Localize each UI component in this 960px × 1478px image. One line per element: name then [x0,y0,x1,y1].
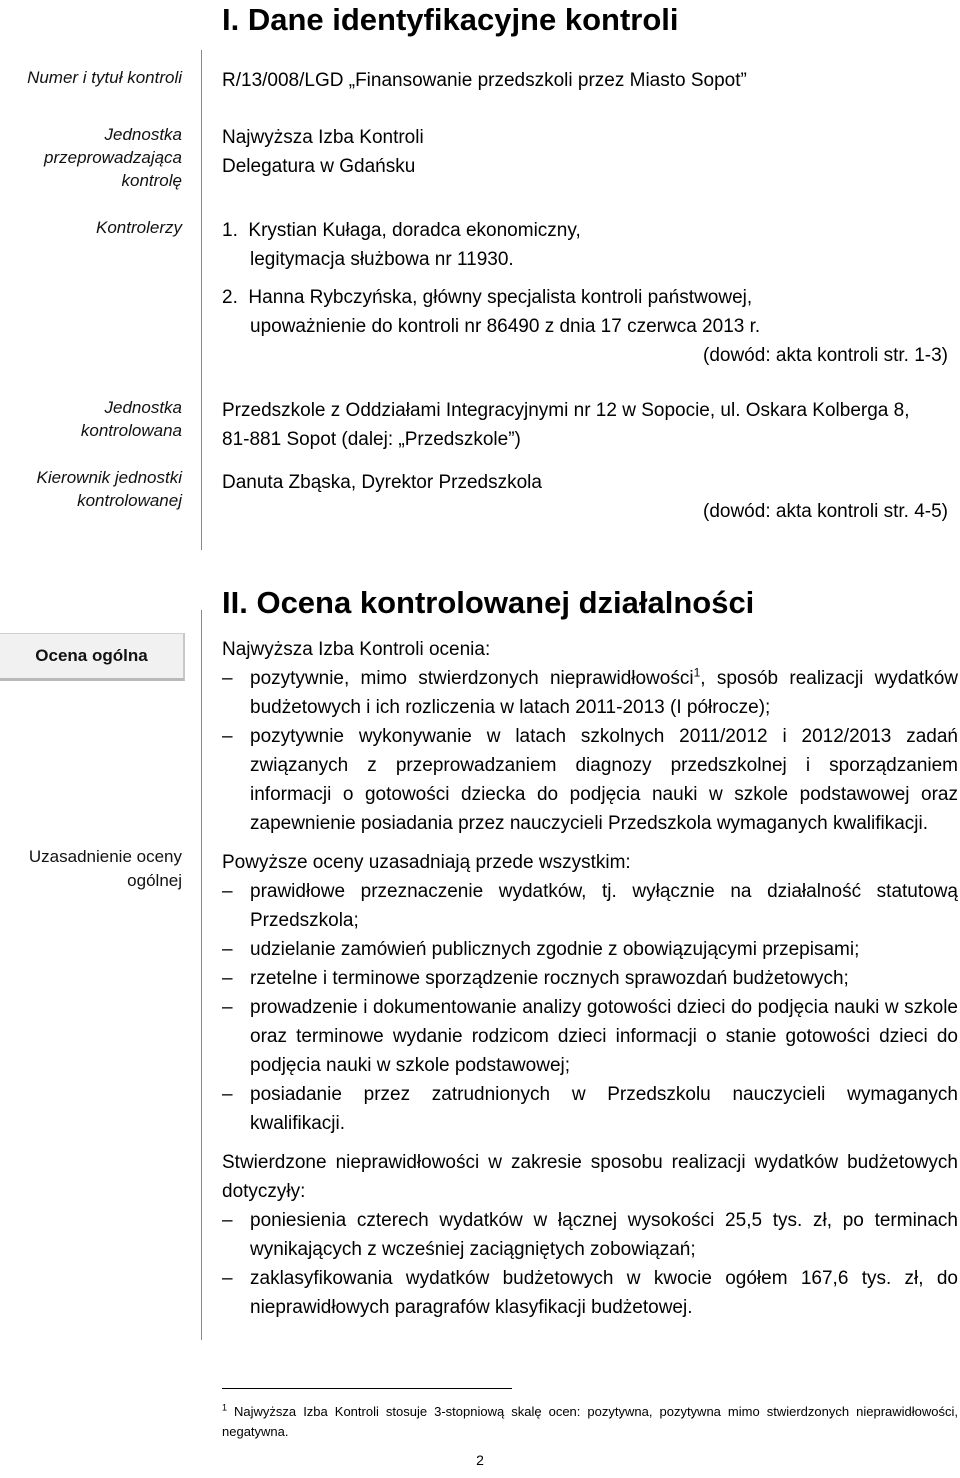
section-2-title: II. Ocena kontrolowanej działalności [222,585,755,620]
label-unit-controlled: Jednostka kontrolowana [80,398,182,440]
section-1-title: I. Dane identyfikacyjne kontroli [222,2,679,37]
footnote-text: Najwyższa Izba Kontroli stosuje 3-stopniową skalę ocen: pozytywna, pozytywna mimo stwierdzonych nieprawidłowości, negatywna. [222,1404,958,1439]
dash-bullet: – [222,881,233,902]
page-number: 2 [476,1452,484,1468]
footnote-ref: 1 [693,665,701,680]
list-item: – pozytywnie, mimo stwierdzonych nieprawidłowości$^1$, sposób realizacji wydatków budżetowych i ich rozliczenia w latach 2011-2013 (I półrocze); [222,665,958,718]
list-item: – poniesienia czterech wydatków w łącznej wysokości 25,5 tys. zł, po terminach wynikających z wcześniej zaciągniętych zobowiązań; [222,1206,958,1264]
dash-bullet: – [222,1084,233,1105]
label-justification: Uzasadnienie oceny ogólnej [28,847,182,890]
footnote-mark: 1 [222,1402,228,1413]
label-head-controlled: Kierownik jednostki kontrolowanej [36,468,182,510]
controlled-unit-line2: 81-881 Sopot (dalej: „Przedszkole”) [222,429,521,450]
footnote-rule [222,1388,512,1389]
proof-note-2: (dowód: akta kontroli str. 4-5) [703,501,948,522]
irregularities-intro: Stwierdzone nieprawidłowości w zakresie sposobu realizacji wydatków budżetowych dotyczyły: [222,1152,958,1202]
controller-1-line2: legitymacja służbowa nr 11930. [250,249,514,270]
dash-bullet: – [222,668,233,689]
assessment-body [222,635,958,1322]
label-unit-performing: Jednostka przeprowadzająca kontrolę [44,125,182,190]
proof-note-1: (dowód: akta kontroli str. 1-3) [703,345,948,366]
control-number-title: R/13/008/LGD „Finansowanie przedszkoli przez Miasto Sopot” [222,70,747,91]
dash-bullet: – [222,1210,233,1231]
unit-performing-line2: Delegatura w Gdańsku [222,156,416,177]
unit-performing-line1: Najwyższa Izba Kontroli [222,127,424,148]
ratings-list [222,664,958,838]
dash-bullet: – [222,1268,233,1289]
list-item: – udzielanie zamówień publicznych zgodnie z obowiązującymi przepisami; [222,935,958,964]
overall-assessment-label: Ocena ogólna [35,646,148,665]
head-controlled-value: Danuta Zbąska, Dyrektor Przedszkola [222,472,542,493]
irregularities-list [222,1206,958,1322]
list-item: – zaklasyfikowania wydatków budżetowych w kwocie ogółem 167,6 tys. zł, do nieprawidłowych paragrafów klasyfikacji budżetowej. [222,1264,958,1322]
list-item: – prawidłowe przeznaczenie wydatków, tj. wyłącznie na działalność statutową Przedszkola; [222,877,958,935]
controller-2-line2: upoważnienie do kontroli nr 86490 z dnia 17 czerwca 2013 r. [250,316,761,337]
basis-intro: Powyższe oceny uzasadniają przede wszystkim: [222,852,631,873]
controller-1-line1: 1. Krystian Kułaga, doradca ekonomiczny, [222,220,581,241]
label-number-title: Numer i tytuł kontroli [27,68,182,87]
list-item: – prowadzenie i dokumentowanie analizy gotowości dzieci do podjęcia nauki w szkole oraz terminowe wydanie rodzicom dzieci informacji o stanie gotowości dzieci do podjęcia nauki w szkole podstawowej; [222,993,958,1080]
dash-bullet: – [222,939,233,960]
label-controllers: Kontrolerzy [96,218,182,237]
column-divider-2 [201,610,202,1340]
assessment-intro: Najwyższa Izba Kontroli ocenia: [222,639,491,660]
list-item: – posiadanie przez zatrudnionych w Przedszkolu nauczycieli wymaganych kwalifikacji. [222,1080,958,1138]
list-item: – pozytywnie wykonywanie w latach szkolnych 2011/2012 i 2012/2013 zadań związanych z przeprowadzaniem diagnozy przedszkolnej i sporządzaniem informacji o gotowości dziecka do podjęcia nauki w szkole podstawowej oraz zapewnienie posiadania przez nauczycieli Przedszkola wymaganych kwalifikacji. [222,722,958,838]
overall-assessment-badge [0,633,185,681]
controller-2-line1: 2. Hanna Rybczyńska, główny specjalista kontroli państwowej, [222,287,753,308]
column-divider [201,50,202,550]
dash-bullet: – [222,968,233,989]
basis-list [222,877,958,1138]
list-item: – rzetelne i terminowe sporządzenie rocznych sprawozdań budżetowych; [222,964,958,993]
controlled-unit-line1: Przedszkole z Oddziałami Integracyjnymi nr 12 w Sopocie, ul. Oskara Kolberga 8, [222,400,910,421]
footnote [222,1402,958,1442]
dash-bullet: – [222,726,233,747]
dash-bullet: – [222,997,233,1018]
